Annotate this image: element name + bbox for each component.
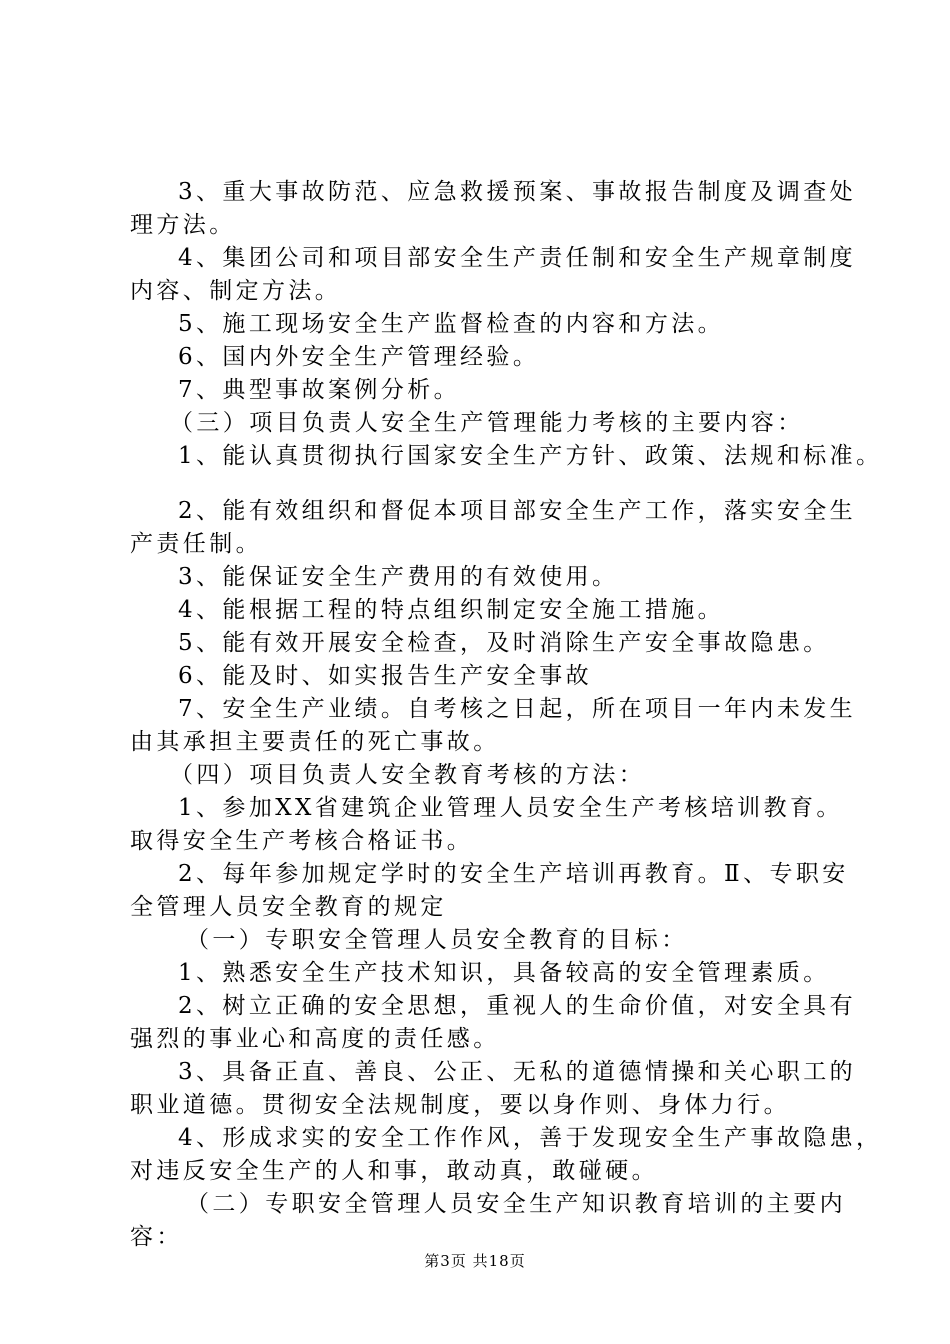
text-line: 全管理人员安全教育的规定 [130, 894, 447, 920]
blank-gap [130, 473, 850, 495]
text-line: 6、能及时、如实报告生产安全事故 [178, 663, 593, 689]
text-line: 3、具备正直、善良、公正、无私的道德情操和关心职工的 [178, 1059, 857, 1085]
section-heading: （二）专职安全管理人员安全生产知识教育培训的主要内 [186, 1191, 846, 1217]
text-line: 3、能保证安全生产费用的有效使用。 [178, 564, 619, 590]
text-line: 产责任制。 [130, 531, 262, 557]
text-line: 内容、制定方法。 [130, 278, 342, 304]
text-line: 容： [130, 1224, 183, 1250]
text-line: 5、施工现场安全生产监督检查的内容和方法。 [178, 311, 725, 337]
text-line: 6、国内外安全生产管理经验。 [178, 344, 540, 370]
text-line: 强烈的事业心和高度的责任感。 [130, 1026, 500, 1052]
text-line: 4、形成求实的安全工作作风，善于发现安全生产事故隐患， [178, 1125, 883, 1151]
text-line: 2、树立正确的安全思想，重视人的生命价值，对安全具有 [178, 993, 857, 1019]
text-line: 4、集团公司和项目部安全生产责任制和安全生产规章制度 [178, 245, 857, 271]
text-line: 1、能认真贯彻执行国家安全生产方针、政策、法规和标准。 [178, 443, 883, 469]
document-body [130, 176, 883, 1254]
text-line: 7、典型事故案例分析。 [178, 377, 461, 403]
text-line: 1、熟悉安全生产技术知识，具备较高的安全管理素质。 [178, 960, 830, 986]
text-line: 对违反安全生产的人和事，敢动真，敢碰硬。 [130, 1158, 658, 1184]
text-line: 理方法。 [130, 212, 236, 238]
section-heading: （三）项目负责人安全生产管理能力考核的主要内容： [170, 410, 804, 436]
text-line: 2、能有效组织和督促本项目部安全生产工作，落实安全生 [178, 498, 857, 524]
text-line: 4、能根据工程的特点组织制定安全施工措施。 [178, 597, 725, 623]
section-heading: （一）专职安全管理人员安全教育的目标： [186, 927, 688, 953]
text-line: 取得安全生产考核合格证书。 [130, 828, 474, 854]
text-line: 3、重大事故防范、应急救援预案、事故报告制度及调查处 [178, 179, 857, 205]
section-heading: （四）项目负责人安全教育考核的方法： [170, 762, 646, 788]
text-line: 1、参加XX省建筑企业管理人员安全生产考核培训教育。 [178, 795, 843, 821]
text-line: 5、能有效开展安全检查，及时消除生产安全事故隐患。 [178, 630, 830, 656]
text-line: 职业道德。贯彻安全法规制度，要以身作则、身体力行。 [130, 1092, 790, 1118]
text-line: 由其承担主要责任的死亡事故。 [130, 729, 500, 755]
text-line: 7、安全生产业绩。自考核之日起，所在项目一年内未发生 [178, 696, 857, 722]
page-footer: 第3页 共18页 [424, 1252, 526, 1270]
text-line: 2、每年参加规定学时的安全生产培训再教育。Ⅱ、专职安 [178, 861, 849, 887]
